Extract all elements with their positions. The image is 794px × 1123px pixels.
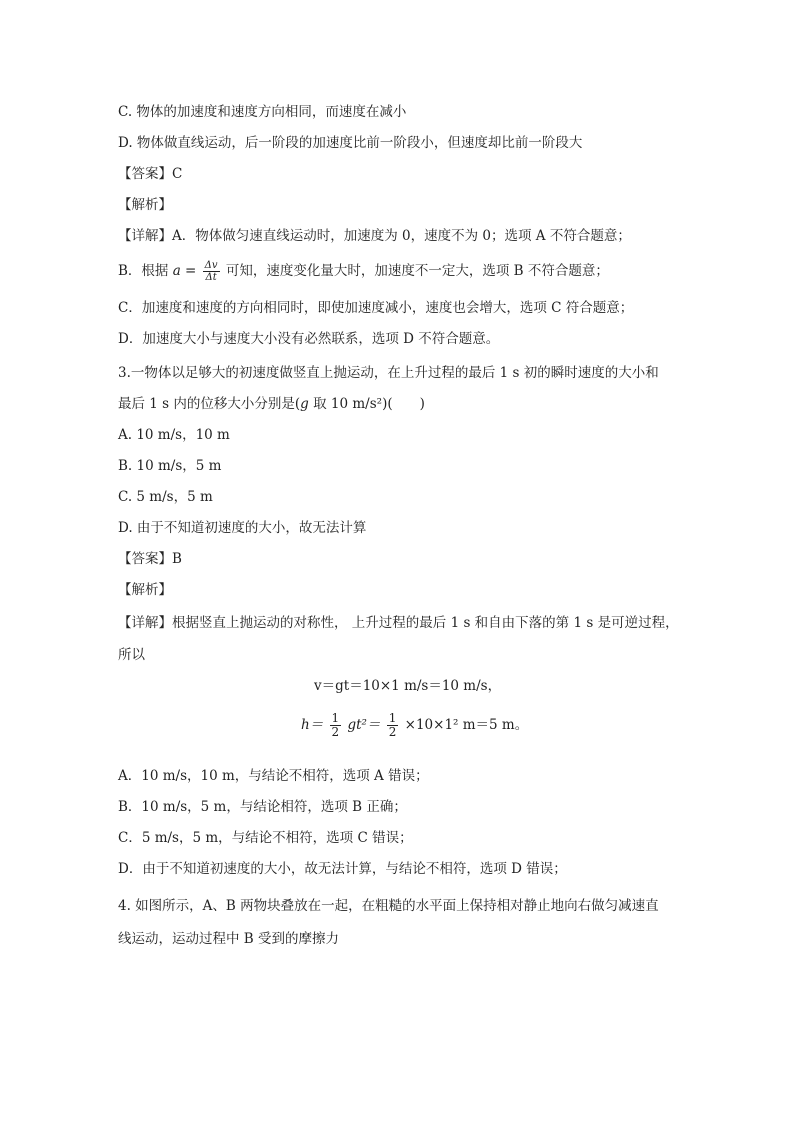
q3-eq2-frac2-numerator: 1 [388, 711, 397, 725]
q3-stem-line-1: 3.一物体以足够大的初速度做竖直上抛运动，在上升过程的最后 1 s 初的瞬时速度的大小和 [118, 365, 659, 381]
q3-answer: 【答案】B [118, 551, 182, 567]
q3-option-b: B. 10 m/s，5 m [118, 458, 222, 474]
q3-result-c: C．5 m/s，5 m，与结论不相符，选项 C 错误； [118, 830, 413, 846]
q2-detail-b-prefix: B．根据 [118, 263, 169, 279]
q2-formula-numerator: Δv [204, 260, 218, 271]
q3-eq2-mid: gt²＝ [347, 717, 381, 733]
q2-option-c: C. 物体的加速度和速度方向相同，而速度在减小 [118, 104, 407, 120]
q3-stem-2-prefix: 最后 1 s 内的位移大小分别是( [118, 396, 301, 412]
q3-result-d: D．由于不知道初速度的大小，故无法计算，与结论不相符，选项 D 错误； [118, 861, 567, 877]
q3-eq2-rest: ×10×1² m＝5 m。 [404, 717, 529, 733]
q2-detail-b [118, 260, 609, 283]
q2-answer: 【答案】C [118, 166, 183, 182]
q3-detail-line-2: 所以 [118, 647, 145, 663]
q3-result-a: A．10 m/s，10 m，与结论不相符，选项 A 错误； [118, 768, 429, 784]
q2-detail-c: C．加速度和速度的方向相同时，即使加速度减小，速度也会增大，选项 C 符合题意； [118, 300, 634, 316]
q3-eq2-lhs: h＝ [301, 717, 324, 733]
q3-detail-line-1: 【详解】根据竖直上抛运动的对称性， 上升过程的最后 1 s 和自由下落的第 1 s 是可逆过程， [118, 615, 679, 631]
q2-analysis-heading: 【解析】 [118, 197, 172, 213]
q3-equation-1: v＝gt＝10×1 m/s＝10 m/s， [314, 678, 502, 694]
q3-option-d: D. 由于不知道初速度的大小，故无法计算 [118, 520, 367, 536]
q3-eq2-frac1-numerator: 1 [331, 711, 340, 725]
q3-eq2-fraction-2 [387, 712, 399, 739]
q3-eq2-frac2-denominator: 2 [388, 725, 397, 739]
q2-detail-a: 【详解】A．物体做匀速直线运动时，加速度为 0，速度不为 0；选项 A 不符合题意； [118, 228, 631, 244]
q2-formula-denominator: Δt [205, 272, 217, 283]
q3-eq2-fraction-1 [330, 712, 342, 739]
q3-eq2-frac1-denominator: 2 [331, 725, 340, 739]
q3-result-b: B．10 m/s，5 m，与结论相符，选项 B 正确； [118, 799, 407, 815]
q3-option-a: A. 10 m/s，10 m [118, 427, 230, 443]
q2-formula-fraction [203, 260, 220, 283]
q2-detail-b-suffix: 可知，速度变化量大时，加速度不一定大，选项 B 不符合题意； [225, 263, 609, 279]
q3-stem-2-suffix: 取 10 m/s²)( ) [308, 396, 425, 412]
q4-stem-line-2: 线运动，运动过程中 B 受到的摩擦力 [118, 931, 340, 947]
q3-stem-line-2 [118, 394, 425, 414]
q4-stem-line-1: 4. 如图所示，A、B 两物块叠放在一起，在粗糙的水平面上保持相对静止地向右做匀减速直 [118, 898, 659, 914]
q3-stem-2-g: g [300, 396, 309, 412]
q2-option-d: D. 物体做直线运动，后一阶段的加速度比前一阶段小，但速度却比前一阶段大 [118, 135, 583, 151]
q2-formula-lhs: a = [172, 263, 197, 279]
q3-equation-2 [301, 712, 528, 739]
q3-option-c: C. 5 m/s，5 m [118, 489, 213, 505]
q2-detail-d: D．加速度大小与速度大小没有必然联系，选项 D 不符合题意。 [118, 331, 500, 347]
q3-analysis-heading: 【解析】 [118, 582, 172, 598]
